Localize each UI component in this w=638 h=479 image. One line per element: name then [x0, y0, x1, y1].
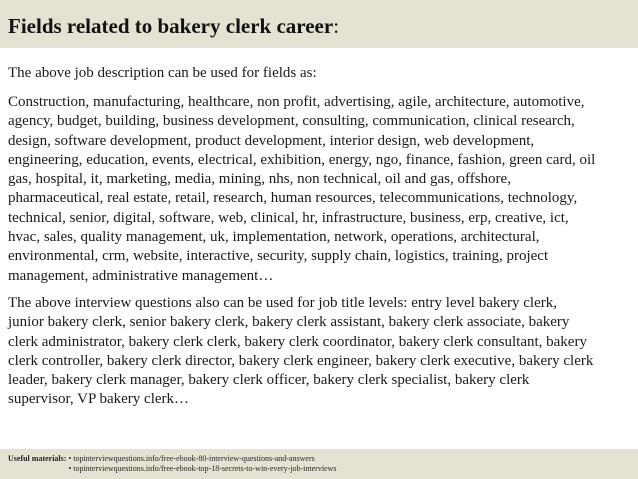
content-body: [8, 64, 632, 418]
page-title-colon: :: [333, 14, 340, 38]
footer-bar: [0, 449, 638, 479]
useful-materials-separator: :: [63, 454, 67, 463]
footer-link-ebook-18-secrets[interactable]: • topinterviewquestions.info/free-ebook-top-18-secrets-to-win-every-job-interviews: [68, 464, 337, 473]
job-titles-paragraph: The above interview questions also can be used for job title levels: entry level bakery clerk, junior bakery clerk, senior bakery clerk, bakery clerk assistant, bakery clerk associate, bakery clerk administrator, bakery clerk clerk, bakery clerk coordinator, bakery clerk consultant, bakery clerk controller, bakery clerk director, bakery clerk engineer, bakery clerk executive, bakery clerk leader, bakery clerk manager, bakery clerk officer, bakery clerk specialist, bakery clerk supervisor, VP bakery clerk…: [8, 294, 594, 408]
footer-link-ebook-80-questions[interactable]: • topinterviewquestions.info/free-ebook-80-interview-questions-and-answers: [68, 454, 315, 463]
page-title-text: Fields related to bakery clerk career: [8, 14, 334, 38]
page-title: [8, 14, 638, 38]
intro-text: The above job description can be used for fields as:: [8, 65, 317, 81]
useful-materials: [8, 454, 336, 474]
fields-paragraph: Construction, manufacturing, healthcare, non profit, advertising, agile, architecture, automotive, agency, budget, building, business development, consulting, communication, clinical research, design, software development, product development, interior design, web development, engineering, education, events, electrical, exhibition, energy, ngo, finance, fashion, green card, oil gas, hospital, it, marketing, media, mining, nhs, non technical, oil and gas, offshore, pharmaceutical, real estate, retail, research, human resources, telecommunications, technology, technical, senior, digital, software, web, clinical, hr, infrastructure, business, erp, creative, ict, hvac, sales, quality management, uk, implementation, network, operations, architectural, environmental, crm, website, interactive, security, supply chain, logistics, training, project management, administrative management…: [8, 94, 596, 284]
useful-materials-label-text: Useful materials: [8, 454, 64, 463]
title-bar: [0, 0, 638, 48]
useful-materials-label: [8, 454, 68, 474]
